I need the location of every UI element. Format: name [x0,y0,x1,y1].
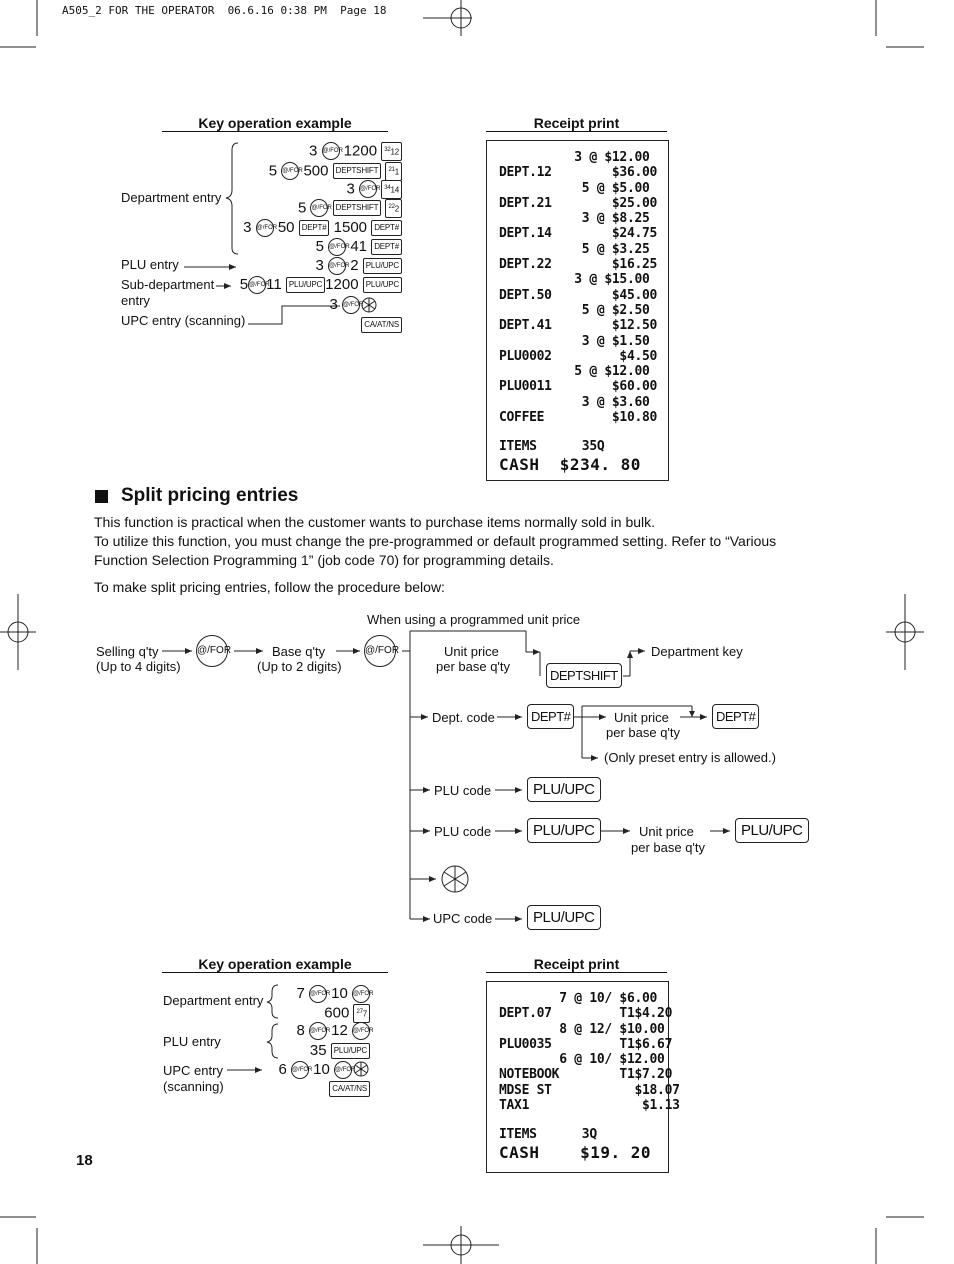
for-key: @/FOR [322,142,340,160]
plu-key: PLU/UPC [331,1043,370,1059]
page-number: 18 [76,1152,93,1169]
receipt-line: DEPT.21 $25.00 [499,195,658,211]
for-key: @/FOR [352,985,370,1003]
upc-entry-label-2b: (scanning) [163,1079,224,1094]
dept-key: $^{32}$12 [381,142,402,161]
receipt-heading-2: Receipt print [533,956,620,972]
divider [162,972,388,973]
section-paragraph-3: To make split pricing entries, follow the procedure below: [94,579,445,595]
plu-key: PLU/UPC [363,258,402,274]
receipt-line: DEPT.14 $24.75 [499,226,658,242]
plu-key: PLU/UPC [286,277,325,293]
ex2-op-row-3: 8 @/FOR 12 @/FOR [296,1022,374,1039]
receipt-items: ITEMS 35Q [499,439,605,455]
dept-entry-label-2: Department entry [163,993,264,1008]
cash-key-row-2 [329,1080,370,1098]
for-key: @/FOR [310,199,328,217]
op-row-3: 3 @/FOR $^{34}$14 [347,180,402,199]
subdept-entry-label-2: entry [121,293,150,308]
upc-entry-label-2: UPC entry [163,1063,223,1078]
dept-number-key: DEPT# [371,239,402,255]
print-header: A505_2 FOR THE OPERATOR 06.6.16 0:38 PM Page 18 [62,4,387,17]
subdept-entry-label: Sub-department [121,277,215,292]
op-row-6: 5 @/FOR 41 DEPT# [316,238,402,256]
receipt-line: DEPT.41 $12.50 [499,318,658,334]
key-operation-heading: Key operation example [198,115,352,131]
op-row-5: 3 @/FOR 50 DEPT# 1500 DEPT# [243,219,402,237]
receipt-line: 7 @ 10/ $6.00 [499,991,658,1006]
flow-dept-code: Dept. code [432,710,495,725]
for-key: @/FOR [364,635,396,667]
flow-only-preset: (Only preset entry is allowed.) [604,750,776,765]
dept-key: $^{27}$7 [353,1004,370,1023]
receipt-line: PLU0011 $60.00 [499,379,658,395]
cash-key: CA/AT/NS [361,317,402,333]
dept-number-key: DEPT# [712,704,759,729]
receipt-items: ITEMS 3Q [499,1127,597,1143]
for-key: @/FOR [334,1061,352,1079]
op-row-7: 3 @/FOR 2 PLU/UPC [316,257,402,275]
receipt-cash: CASH $19. 20 [499,1142,651,1162]
cash-key-row [361,316,402,334]
flow-unit-price-3: Unit price [639,824,694,839]
ex2-op-row-5: 6 @/FOR 10 @/FOR [278,1061,356,1078]
ex2-op-row-4: 35 PLU/UPC [310,1042,370,1059]
key-operation-heading-2: Key operation example [198,956,352,972]
receipt-line: MDSE ST $18.07 [499,1082,680,1098]
receipt-heading: Receipt print [533,115,620,131]
plu-key: PLU/UPC [527,818,601,843]
plu-key: PLU/UPC [363,277,402,293]
section-title: Split pricing entries [121,485,299,506]
flow-per-base-qty-2: per base q'ty [606,725,681,740]
for-key: @/FOR [256,219,274,237]
receipt-line: DEPT.12 $36.00 [499,165,658,181]
receipt-2 [486,981,680,1173]
flow-department-key: Department key [651,644,743,659]
flow-upc-code: UPC code [433,911,493,926]
receipt-line: 3 @ $1.50 [499,333,650,349]
receipt-line: NOTEBOOK T1$7.20 [499,1067,673,1083]
ex2-op-row-1: 7 @/FOR 10 @/FOR [296,985,374,1002]
for-key: @/FOR [196,635,228,667]
flow-base-qty: Base q'ty [272,644,326,659]
dept-number-key: DEPT# [527,704,574,729]
deptshift-key: DEPTSHIFT [333,163,382,179]
flow-when-programmed: When using a programmed unit price [367,612,581,627]
receipt-line: 3 @ $3.60 [499,394,650,410]
for-key: @/FOR [328,257,346,275]
flow-selling-qty: Selling q'ty [96,644,159,659]
section-paragraph-2b: Function Selection Programming 1” (job code 70) for programming details. [94,552,554,568]
flow-selling-qty-note: (Up to 4 digits) [96,659,181,674]
receipt-line: 8 @ 12/ $10.00 [499,1021,665,1037]
dept-number-key: DEPT# [299,220,330,236]
op-row-8: 5@/FOR11 PLU/UPC 1200 PLU/UPC [240,276,402,294]
deptshift-key: DEPTSHIFT [333,200,382,216]
receipt-line: DEPT.07 T1$4.20 [499,1006,673,1022]
op-row-9: 3 @/FOR [329,296,364,313]
dept-entry-label: Department entry [121,190,222,205]
plu-entry-label: PLU entry [121,257,179,272]
flow-unit-price: Unit price [444,644,499,659]
receipt-line: 5 @ $5.00 [499,180,650,196]
divider [486,972,667,973]
dept-key: $^{21}$1 [385,162,402,181]
flow-per-base-qty: per base q'ty [436,659,511,674]
divider [162,131,388,132]
receipt-lines [499,150,657,474]
receipt-lines-2 [499,991,680,1162]
flow-base-qty-note: (Up to 2 digits) [257,659,342,674]
receipt-line: 5 @ $2.50 [499,302,650,318]
receipt-line: 3 @ $12.00 [499,150,650,165]
receipt-line: 3 @ $15.00 [499,272,650,288]
divider [486,131,667,132]
op-row-2: 5 @/FOR 500 DEPTSHIFT $^{21}$1 [269,162,402,181]
for-key: @/FOR [352,1022,370,1040]
op-row-4: 5 @/FOR DEPTSHIFT $^{22}$2 [298,199,402,218]
receipt-line: 5 @ $3.25 [499,241,650,257]
receipt-line: PLU0035 T1$6.67 [499,1036,673,1052]
for-key: @/FOR [328,238,346,256]
receipt-cash: CASH $234. 80 [499,454,641,474]
flow-plu-code: PLU code [434,783,492,798]
flow-per-base-qty-3: per base q'ty [631,840,706,855]
for-key: @/FOR [248,276,266,294]
flow-plu-code-2: PLU code [434,824,492,839]
receipt-line: 6 @ 10/ $12.00 [499,1052,665,1068]
plu-key: PLU/UPC [527,905,601,930]
plu-entry-label-2: PLU entry [163,1034,221,1049]
op-row-1: 3 @/FOR 1200 $^{32}$12 [309,142,402,161]
section-paragraph-1: This function is practical when the customer wants to purchase items normally sold in bulk. [94,514,656,530]
dept-key: $^{22}$2 [385,199,402,218]
upc-entry-label: UPC entry (scanning) [121,313,246,328]
receipt-line: DEPT.50 $45.00 [499,287,658,303]
plu-key: PLU/UPC [527,777,601,802]
section-paragraph-2a: To utilize this function, you must change the pre-programmed or default programmed setting. Refer to “Various [94,533,777,549]
receipt-line: 5 @ $12.00 [499,364,650,380]
dept-number-key: DEPT# [371,220,402,236]
for-key: @/FOR [342,296,360,314]
receipt-1 [486,140,669,481]
deptshift-key: DEPTSHIFT [546,663,622,688]
flow-unit-price-2: Unit price [614,710,669,725]
for-key: @/FOR [309,985,327,1003]
section-square-icon [95,490,108,503]
cash-key: CA/AT/NS [329,1081,370,1097]
for-key: @/FOR [309,1022,327,1040]
receipt-line: TAX1 $1.13 [499,1098,680,1114]
receipt-line: 3 @ $8.25 [499,211,650,227]
receipt-line: COFFEE $10.80 [499,410,658,426]
for-key: @/FOR [359,180,377,198]
dept-key: $^{34}$14 [381,180,402,199]
ex2-op-row-2: 600 $^{27}$7 [324,1004,370,1023]
receipt-line: DEPT.22 $16.25 [499,257,658,273]
receipt-line: PLU0002 $4.50 [499,348,658,364]
for-key: @/FOR [291,1061,309,1079]
for-key: @/FOR [281,162,299,180]
plu-key: PLU/UPC [735,818,809,843]
